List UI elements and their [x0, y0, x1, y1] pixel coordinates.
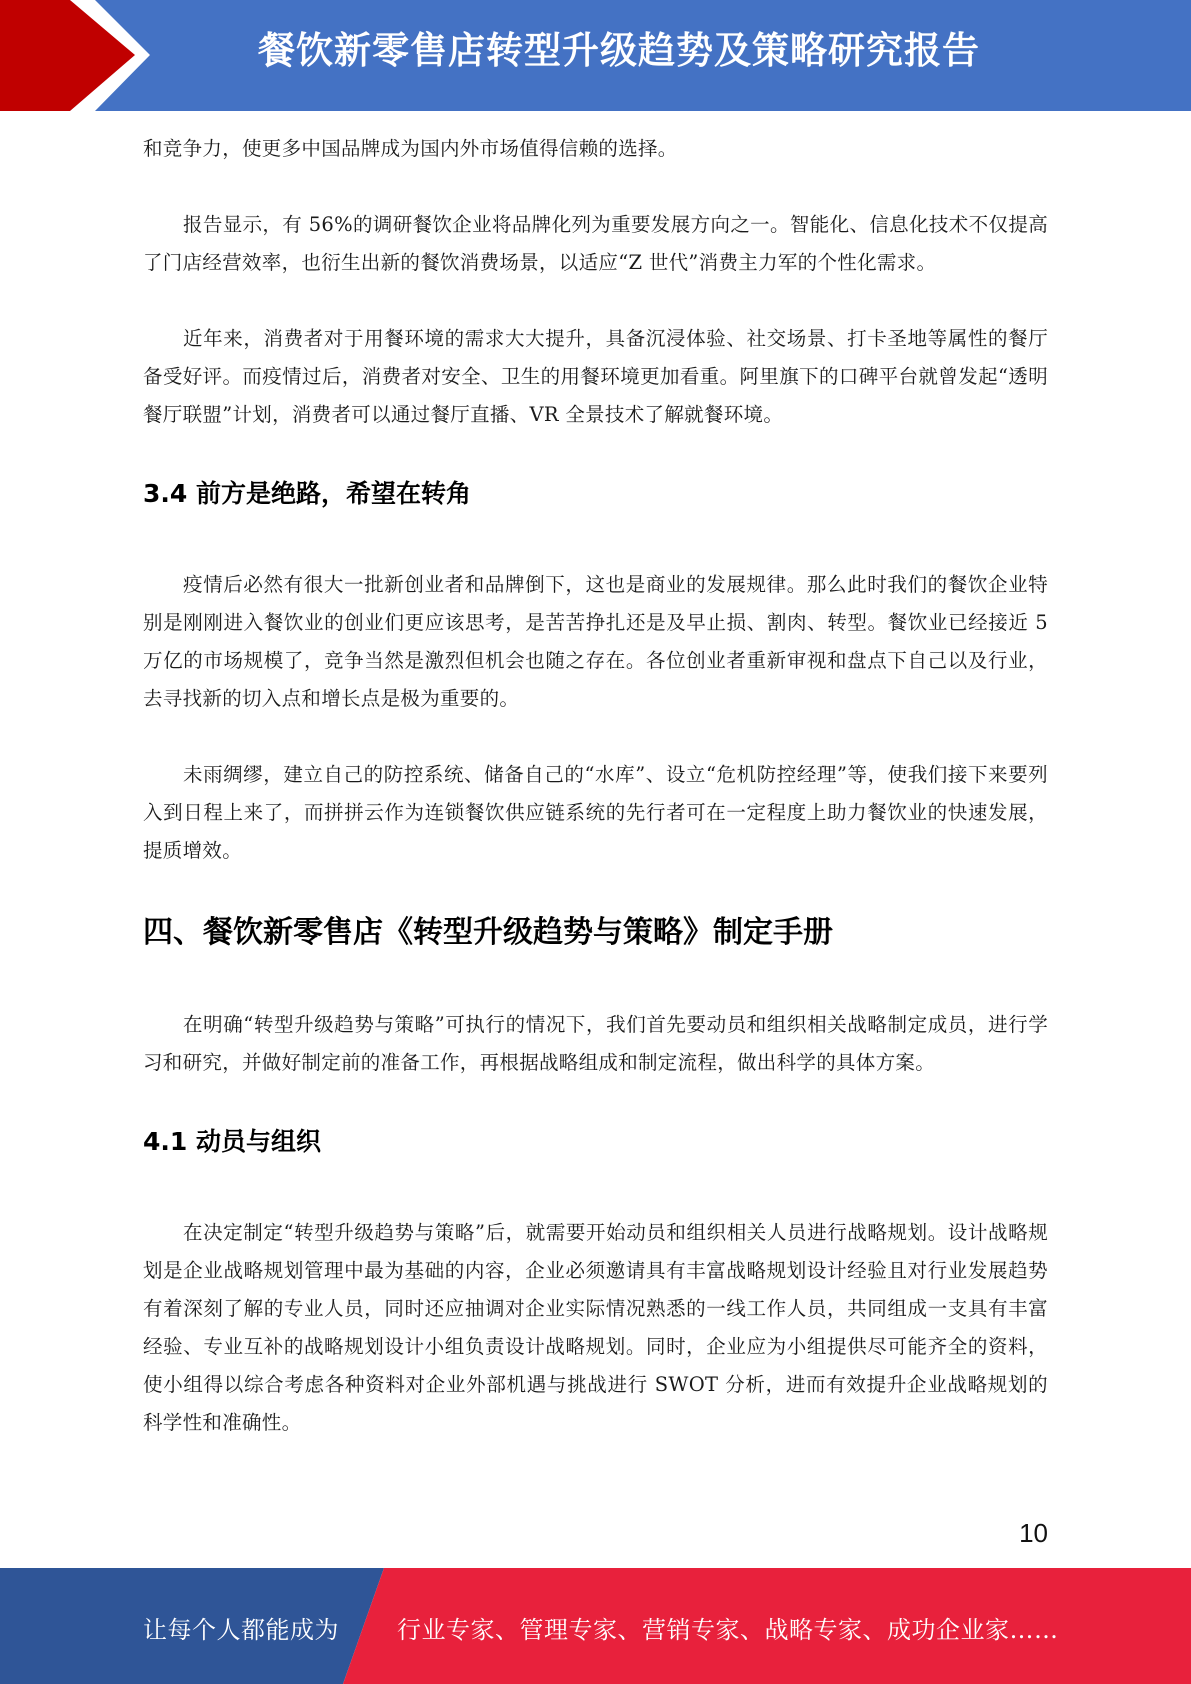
heading-section-4: 四、餐饮新零售店《转型升级趋势与策略》制定手册 [143, 915, 833, 950]
report-title: 餐饮新零售店转型升级趋势及策略研究报告 [258, 29, 980, 72]
paragraph-section-4-intro: 在明确“转型升级趋势与策略”可执行的情况下，我们首先要动员和组织相关战略制定成员，进行学习和研究，并做好制定前的准备工作，再根据战略组成和制定流程，做出科学的具体方案。 [143, 1013, 1048, 1074]
paragraph-prevention: 未雨绸缪，建立自己的防控系统、储备自己的“水库”、设立“危机防控经理”等，使我们接下来要列入到日程上来了，而拼拼云作为连锁餐饮供应链系统的先行者可在一定程度上助力餐饮业的快速发展，提质增效。 [143, 763, 1048, 862]
page-footer [0, 1568, 1191, 1684]
page-number: 10 [1019, 1518, 1048, 1548]
footer-slogan-right: 行业专家、管理专家、营销专家、战略专家、成功企业家…… [397, 1616, 1059, 1644]
page-header [0, 0, 1191, 111]
heading-3-4: 3.4 前方是绝路，希望在转角 [143, 479, 471, 508]
paragraph-mobilization: 在决定制定“转型升级趋势与策略”后，就需要开始动员和组织相关人员进行战略规划。设计战略规划是企业战略规划管理中最为基础的内容，企业必须邀请具有丰富战略规划设计经验且对行业发展趋势有着深刻了解的专业人员，同时还应抽调对企业实际情况熟悉的一线工作人员，共同组成一支具有丰富经验、专业互补的战略规划设计小组负责设计战略规划。同时，企业应为小组提供尽可能齐全的资料，使小组得以综合考虑各种资料对企业外部机遇与挑战进行 SWOT 分析，进而有效提升企业战略规划的科学性和准确性。 [143, 1221, 1048, 1434]
paragraph-dining-environment: 近年来，消费者对于用餐环境的需求大大提升，具备沉浸体验、社交场景、打卡圣地等属性的餐厅备受好评。而疫情过后，消费者对安全、卫生的用餐环境更加看重。阿里旗下的口碑平台就曾发起“透明餐厅联盟”计划，消费者可以通过餐厅直播、VR 全景技术了解就餐环境。 [143, 327, 1048, 426]
page-content [143, 130, 1048, 1442]
paragraph-report-findings: 报告显示，有 56%的调研餐饮企业将品牌化列为重要发展方向之一。智能化、信息化技术不仅提高了门店经营效率，也衍生出新的餐饮消费场景，以适应“Z 世代”消费主力军的个性化需求。 [143, 213, 1048, 274]
paragraph-post-pandemic: 疫情后必然有很大一批新创业者和品牌倒下，这也是商业的发展规律。那么此时我们的餐饮企业特别是刚刚进入餐饮业的创业们更应该思考，是苦苦挣扎还是及早止损、割肉、转型。餐饮业已经接近 5 万亿的市场规模了，竞争当然是激烈但机会也随之存在。各位创业者重新审视和盘点下自己以及行业，去寻找新的切入点和增长点是极为重要的。 [143, 573, 1048, 710]
paragraph-continued: 和竞争力，使更多中国品牌成为国内外市场值得信赖的选择。 [143, 137, 678, 160]
footer-slogan-left: 让每个人都能成为 [143, 1616, 339, 1644]
heading-4-1: 4.1 动员与组织 [143, 1127, 321, 1156]
